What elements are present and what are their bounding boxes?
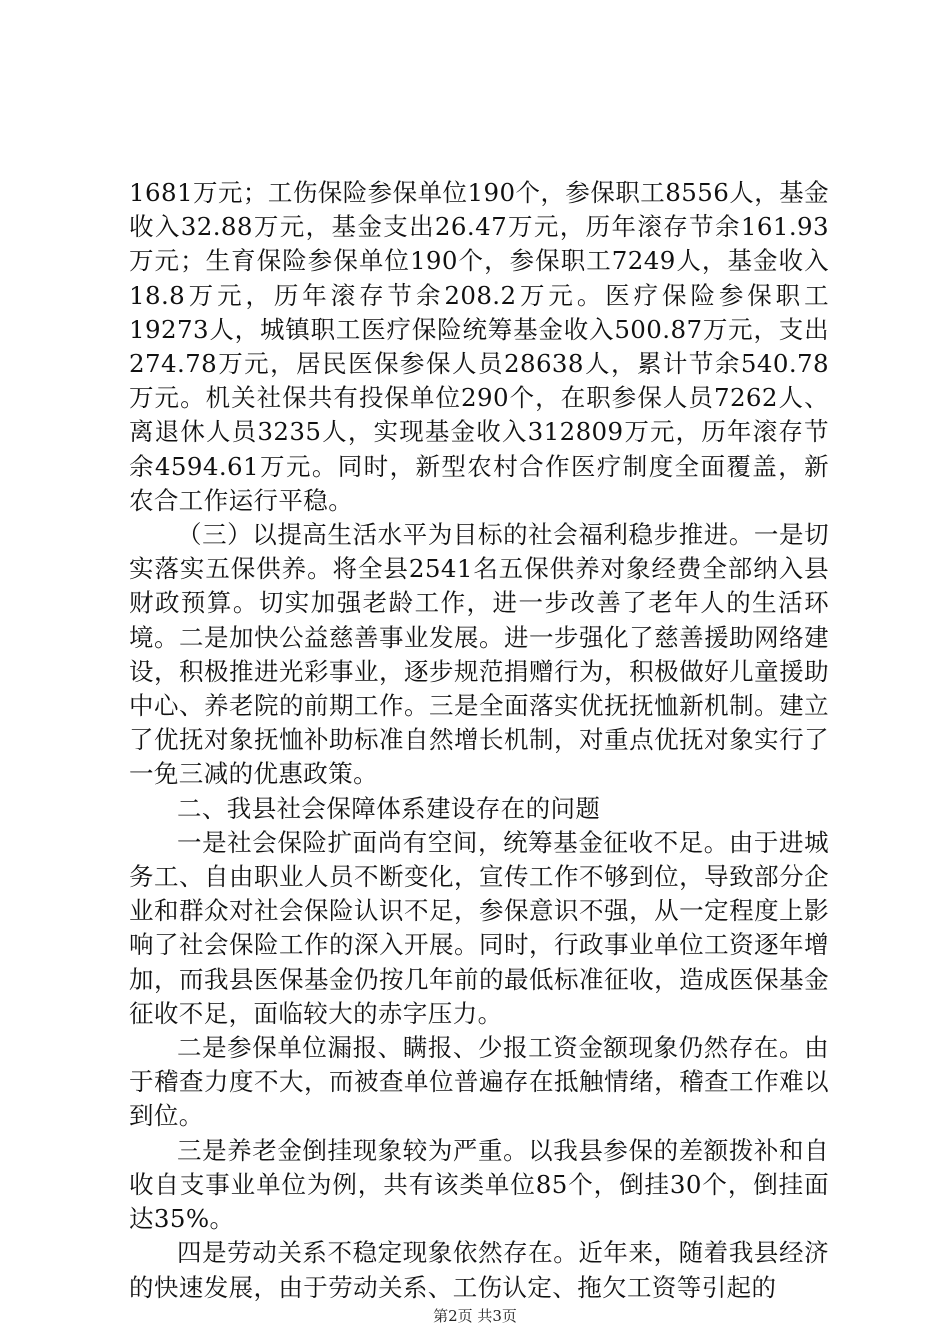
paragraph-social-welfare: （三）以提高生活水平为目标的社会福利稳步推进。一是切实落实五保供养。将全县2541名五保供养对象经费全部纳入县财政预算。切实加强老龄工作，进一步改善了老年人的生活环境。二是加快公益慈善事业发展。进一步强化了慈善援助网络建设，积极推进光彩事业，逐步规范捐赠行为，积极做好儿童援助中心、养老院的前期工作。三是全面落实优抚抚恤新机制。建立了优抚对象抚恤补助标准自然增长机制，对重点优抚对象实行了一免三减的优惠政策。 [129,520,829,789]
paragraph-social-insurance-stats: 1681万元；工伤保险参保单位190个，参保职工8556人，基金收入32.88万元，基金支出26.47万元，历年滚存节余161.93万元；生育保险参保单位190个，参保职工7249人，基金收入18.8万元，历年滚存节余208.2万元。医疗保险参保职工19273人，城镇职工医疗保险统筹基金收入500.87万元，支出274.78万元，居民医保参保人员28638人，累计节余540.78万元。机关社保共有投保单位290个，在职参保人员7262人、离退休人员3235人，实现基金收入312809万元，历年滚存节余4594.61万元。同时，新型农村合作医疗制度全面覆盖，新农合工作运行平稳。 [129,178,829,515]
page-footer: 第2页 共3页 [433,1307,517,1325]
section-heading-problems: 二、我县社会保障体系建设存在的问题 [177,793,601,823]
paragraph-problem-three: 三是养老金倒挂现象较为严重。以我县参保的差额拨补和自收自支事业单位为例，共有该类单位85个，倒挂30个，倒挂面达35%。 [129,1135,829,1234]
document-body [129,176,829,1305]
paragraph-problem-four: 四是劳动关系不稳定现象依然存在。近年来，随着我县经济的快速发展，由于劳动关系、工伤认定、拖欠工资等引起的 [129,1238,829,1302]
paragraph-problem-two: 二是参保单位漏报、瞒报、少报工资金额现象仍然存在。由于稽查力度不大，而被查单位普遍存在抵触情绪，稽查工作难以到位。 [129,1033,829,1131]
paragraph-problem-one: 一是社会保险扩面尚有空间，统筹基金征收不足。由于进城务工、自由职业人员不断变化，宣传工作不够到位，导致部分企业和群众对社会保险认识不足，参保意识不强，从一定程度上影响了社会保险工作的深入开展。同时，行政事业单位工资逐年增加，而我县医保基金仍按几年前的最低标准征收，造成医保基金征收不足，面临较大的赤字压力。 [129,827,829,1028]
